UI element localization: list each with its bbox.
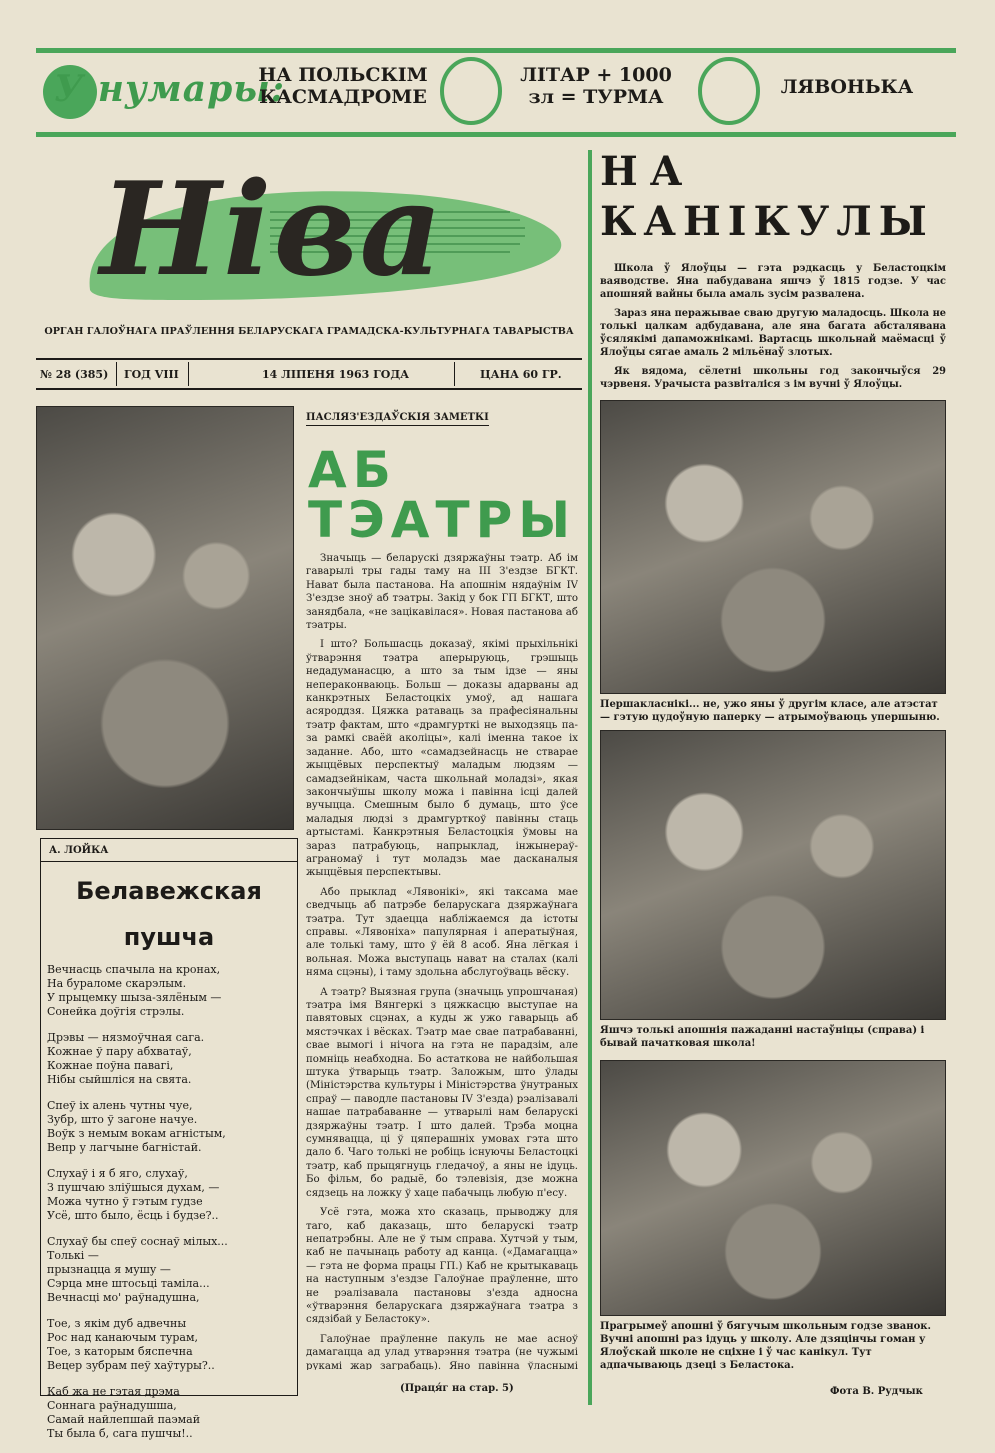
article-kicker: ПАСЛЯЗ'ЕЗДАЎСКІЯ ЗАМЕТКІ [306,412,489,426]
vacation-title: НА [600,148,695,195]
banner-item-litre[interactable]: ЛІТАР + 1000 зл = ТУРМА [520,64,672,108]
poem-title: Белавежская [76,877,262,905]
vacation-paragraph: Як вядома, сёлетні школьны год закончыўся 29 чэрвеня. Урачыста развіталіся з ім вучні ў Ялоўцы. [600,366,946,390]
article-paragraph: Усё гэта, можа хто сказаць, прыводжу для таго, каб даказаць, што беларускі тэатр непатрэбны. Але не ў тым справа. Хутчэй у тым, каб не пачынаць работу ад канца. («Дамагацца» — гэта не форма працы ГП.) Каб не крытыкаваць на наступным з'ездзе Галоўнае праўленне, што не рэалізавала пастановы з'езда адносна «ўтварэння беларускага дзяржаўнага тэатра з сядзібай у Беластоку». [306,1207,578,1326]
banner-bottom-rule [36,132,956,137]
vacation-paragraph: Школа ў Ялоўцы — гэта рэдкасць у Беластоцкім ваяводстве. Яна пабудавана яшчэ ў 1815 годзе. У час апошняй вайны была амаль зусім развалена. [600,263,946,300]
masthead-logo [40,150,580,320]
photo-caption: Яшчэ толькі апошнія пажаданні настаўніцы (справа) і бывай пачатковая школа! [600,1025,925,1049]
issue-date: 14 ЛІПЕНЯ 1963 ГОДА [262,368,410,381]
poem-stanza: Каб жа не гэтая дрэма Соннага раўнадушша, Самай найлепшай паэмай Ты была б, сага пушчы!.. [47,1385,201,1440]
logo-text: Ніва [100,155,445,305]
teacher-photo [600,730,946,1020]
article-paragraph: А тэатр? Выязная група (значыць упрошчаная) тэатра імя Вянгеркі з цяжкасцю выступае на павятовых сцэнах, а куды ж ужо гаварыць аб мястэчках і вёсках. Тэатр мае свае патрабаванні, свае вымогі і нічога на гэта не парадзім, але помніць неабходна. Бо астаткова не найбольшая штука ўтварыць тэатр. Заложым, што ўлады (Міністэрства культуры і Міністэрства ўнутраных спраў — паводле пастановы IV З'езда) рэалізавалі нашае патрабаванне — утварылі нам беларускі дзяржаўны тэатр. І што далей. Трэба моцна сумнявацца, ці ў цяперашніх умовах гэта што дало б. Чаго толькі не робіць існуючы Беластоцкі тэатр, каб прыцягнуць гледачоў, а яны не ідуць. Бо фільм, бо радыё, бо тэлевізія, дзе можна сядзець на ложку ў хаце пабачыць любую п'есу. [306,986,578,1199]
photo-credit: Фота В. Рудчык [830,1386,923,1397]
header-divider [188,362,189,386]
issue-number: № 28 (385) [40,368,109,381]
article-paragraph: Галоўнае праўленне пакуль не мае асноў дамагацца ад улад утварэння тэатра (не чужымі рукамі жар заграбаць). Яно павінна ўласнымі [306,1333,578,1370]
poem-stanza: Вечнасць спачыла на кронах, На бураломе скарэлым. У прыцемку шыза-зялёным — Сонейка доўгія стрэлы. [47,963,222,1018]
banner-top-rule [36,48,956,53]
poem-author: А. ЛОЙКА [49,845,109,856]
poem-title: пушча [123,923,215,951]
vacation-intro [600,262,946,397]
masthead-subtitle: ОРГАН ГАЛОЎНАГА ПРАЎЛЕННЯ БЕЛАРУСКАГА ГРАМАДСКА-КУЛЬТУРНАГА ТАВАРЫСТВА [44,326,574,337]
portrait-photo [36,406,294,830]
poem-stanza: Спеў іх алень чутны чуе, Зубр, што ў загоне начуе. Воўк з немым вокам агністым, Вепр у лагчыне багністай. [47,1099,226,1154]
masthead-rule-top [36,358,582,360]
article-title: АБ [308,441,397,499]
issue-price: ЦАНА 60 ГР. [480,368,562,381]
article-paragraph: І што? Большасць доказаў, якімі прыхільнікі ўтварэння тэатра аперыруюць, грэшыць недадуманасцю, а што за тым ідзе — яны непераконваюць. Больш — доказы адарваны ад канкрэтных Беластоцкіх умоў, ад нашага асяроддзя. Цяжка ратаваць за прафесіянальны тэатр фактам, што «драмгурткі не выходзяць па-за рамкі сваёй аколіцы», калі іменна такое іх заданне. Або, што «самадзейнасць не стварае жыццёвых перспектыў маладым людзям — самадзейнікам, часта школьнай моладзі», якая закончыўшы школу можа і павінна ісці далей вучыцца. Смешным было б думаць, што ўсе маладыя людзі з драмгурткоў павінны стаць артыстамі. Канкрэтныя Беластоцкія ўмовы на зараз патрабуюць, напрыклад, інжынераў-аграномаў і тут моладзь мае дасканалыя жыццёвыя перспектывы. [306,639,578,879]
banner-item-cosmodrome[interactable]: НА ПОЛЬСКІМ КАСМАДРОМЕ [258,64,428,108]
column-divider [588,150,592,1405]
classroom-photo [600,400,946,694]
banner-script-label [40,60,286,124]
article-paragraph: Або прыклад «Лявонікі», які таксама мае сведчыць аб патрэбе беларускага дзяржаўнага тэатра. Тут здаецца набліжаемся да істоты справы. «Лявоніха» папулярная і аператыўная, але толькі таму, што ў ёй 8 асоб. Яна лёгкая і вольная. Можа выступаць нават на сталах (калі няма сцэны), і таму здольна абслугоўваць вёску. [306,886,578,979]
continued-note[interactable]: (Праця́г на стар. 5) [400,1383,514,1394]
poem-stanza: Тое, з якім дуб адвечны Рос над канаючым турам, Тое, з каторым бяспечна Вецер зубрам пеў хаўтуры?.. [47,1317,215,1372]
school-photo [600,1060,946,1316]
article-title: ТЭАТРЫ [308,491,577,549]
vacation-title: КАНІКУЛЫ [600,198,934,245]
masthead-rule-bottom [36,388,582,390]
banner-circle-icon [696,56,762,126]
article-paragraph: Значыць — беларускі дзяржаўны тэатр. Аб ім гаварылі тры гады таму на III З'ездзе БГКТ. Нават была пастанова. На апошнім нядаўнім IV З'ездзе зноў аб тэатры. Закід у бок ГП БГКТ, што занядбала, «не зацікавілася». Новая пастанова аб тэатры. [306,553,578,632]
photo-caption: Першакласнікі... не, ужо яны ў другім класе, але атэстат — гэтую цудоўную паперку — атрымоўваюць упершыню. [600,699,940,723]
header-divider [116,362,117,386]
poem-body [47,963,291,1453]
poem-rule [41,861,297,862]
header-divider [454,362,455,386]
poem-stanza: Слухаў бы спеў соснаў мілых... Толькі — прызнацца я мушу — Сэрца мне штосьці таміла... Вечнасці мо' раўнадушна, [47,1235,228,1304]
photo-caption: Прагрымеў апошні ў бягучым школьным годзе званок. Вучні апошні раз ідуць у школу. Але дзяцінчы гоман у Ялоўскай школе не сціхне і ў час канікул. Тут адпачываюць дзеці з Беластока. [600,1321,931,1371]
poem-box [40,838,298,1440]
banner-item-lyavonka[interactable]: ЛЯВОНЬКА [780,76,914,98]
article-body [306,552,578,1370]
poem-stanza: Дрэвы — нязмоўчная сага. Кожнае ў пару абхватаў, Кожнае поўна павагі, Нібы сыйшліся на свята. [47,1031,205,1086]
poem-stanza: Слухаў і я б яго, слухаў, З пушчаю зліўшыся духам, — Можа чутно ў гэтым гудзе Усё, што было, ёсць і будзе?.. [47,1167,220,1222]
issue-year: ГОД VIII [124,368,179,381]
banner-label-text: У нумары: [54,68,286,110]
vacation-paragraph: Зараз яна перажывае сваю другую маладосць. Школа не толькі цалкам адбудавана, але яна багата абсталявана ўсялякімі дапаможнікамі. Вартасць школьнай маёмасці ў Ялоўцы сягае амаль 2 мільёнаў злотых. [600,308,946,358]
banner-circle-icon [438,56,504,126]
